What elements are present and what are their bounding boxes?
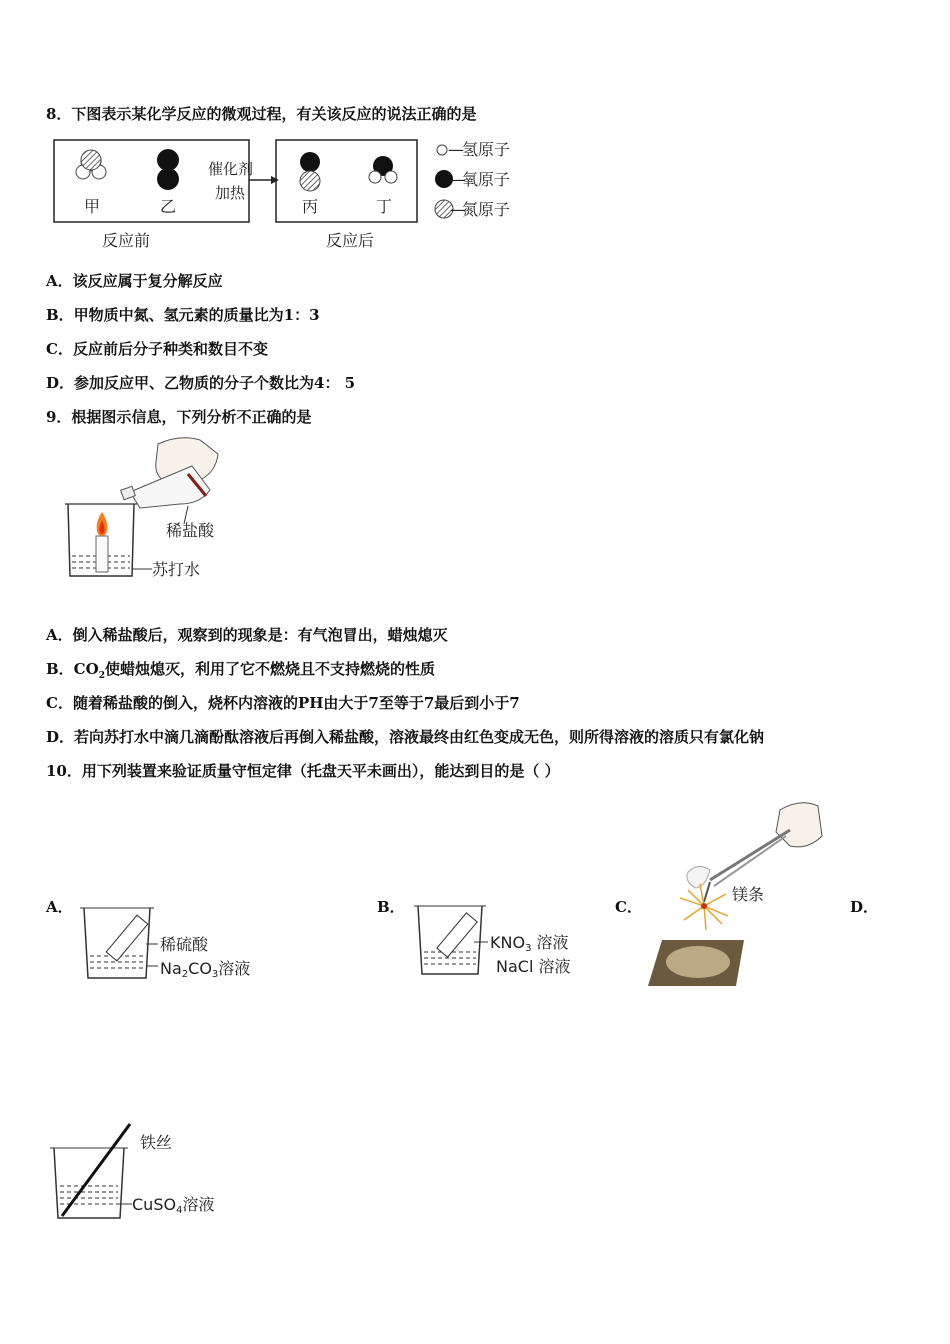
label-nacl-solution: NaCl 溶液 [496, 957, 571, 976]
label-dilute-hcl: 稀盐酸 [166, 521, 215, 540]
q10-option-a-label: A． [46, 898, 73, 916]
q10-apparatus-c [640, 796, 840, 992]
nitrogen-atom-icon [81, 150, 101, 170]
q9-option-a: A．倒入稀盐酸后，观察到的现象是：有气泡冒出，蜡烛熄灭 [46, 626, 448, 644]
hand-icon [776, 803, 822, 847]
q9-option-c: C．随着稀盐酸的倒入，烧杯内溶液的PH由大于7至等于7最后到小于7 [46, 694, 520, 712]
label-na2co3-solution: Na2CO3溶液 [160, 959, 251, 980]
q9-option-d: D．若向苏打水中滴几滴酚酞溶液后再倒入稀盐酸，溶液最终由红色变成无色，则所得溶液的溶质只有氯化钠 [46, 728, 765, 746]
label-heat: 加热 [215, 184, 246, 202]
q10-option-b-label: B． [377, 898, 405, 916]
label-iron-wire: 铁丝 [140, 1133, 173, 1152]
legend-oxygen: 氧原子 [462, 170, 511, 189]
q10-apparatus-a [78, 904, 258, 986]
tongs-icon [710, 830, 790, 880]
label-kno3-solution: KNO3 溶液 [490, 933, 569, 954]
q10-apparatus-d [44, 1118, 244, 1228]
label-soda-water: 苏打水 [152, 560, 201, 579]
legend-dash-1: — [448, 140, 464, 159]
label-magnesium-strip: 镁条 [732, 885, 765, 904]
q8-option-d: D．参加反应甲、乙物质的分子个数比为4： 5 [46, 374, 356, 392]
candle-icon [96, 536, 108, 572]
legend-hydrogen: 氢原子 [462, 140, 511, 159]
q9-pouring-diagram [60, 432, 260, 587]
label-cuso4-solution: CuSO4溶液 [132, 1195, 215, 1216]
q10-stem: 10．用下列装置来验证质量守恒定律（托盘天平未画出），能达到目的是（ ） [46, 762, 560, 780]
q8-option-a: A．该反应属于复分解反应 [46, 272, 223, 290]
test-tube-icon [437, 913, 477, 957]
label-yi: 乙 [160, 197, 177, 216]
q10-option-c-label: C． [615, 898, 642, 916]
legend-nitrogen: 氮原子 [462, 200, 511, 219]
label-jia: 甲 [84, 197, 101, 216]
label-dilute-h2so4: 稀硫酸 [160, 935, 209, 954]
iron-wire-icon [62, 1124, 130, 1216]
legend-dash-2: — [450, 170, 466, 189]
label-after: 反应后 [326, 231, 375, 250]
label-bing: 丙 [302, 197, 319, 216]
magnesium-strip-icon [704, 882, 710, 902]
smoke-icon [687, 866, 710, 888]
oxygen-atom-icon [157, 149, 179, 171]
q9-stem: 9．根据图示信息，下列分析不正确的是 [46, 408, 312, 426]
beaker-icon [54, 1148, 124, 1218]
label-catalyst: 催化剂 [208, 160, 254, 178]
q10-option-d-label: D． [850, 898, 879, 916]
label-ding: 丁 [376, 197, 393, 216]
q8-reaction-diagram [50, 136, 540, 256]
test-tube-icon [106, 915, 148, 961]
q8-option-c: C．反应前后分子种类和数目不变 [46, 340, 268, 358]
label-before: 反应前 [102, 231, 151, 250]
q10-apparatus-b [410, 902, 600, 984]
q8-option-b: B．甲物质中氮、氢元素的质量比为1：3 [46, 306, 320, 324]
q8-stem: 8．下图表示某化学反应的微观过程，有关该反应的说法正确的是 [46, 105, 477, 123]
q9-option-b: B．$CO_2$使蜡烛熄灭，利用了它不燃烧且不支持燃烧的性质 [46, 660, 435, 681]
legend-dash-3: — [450, 200, 466, 219]
